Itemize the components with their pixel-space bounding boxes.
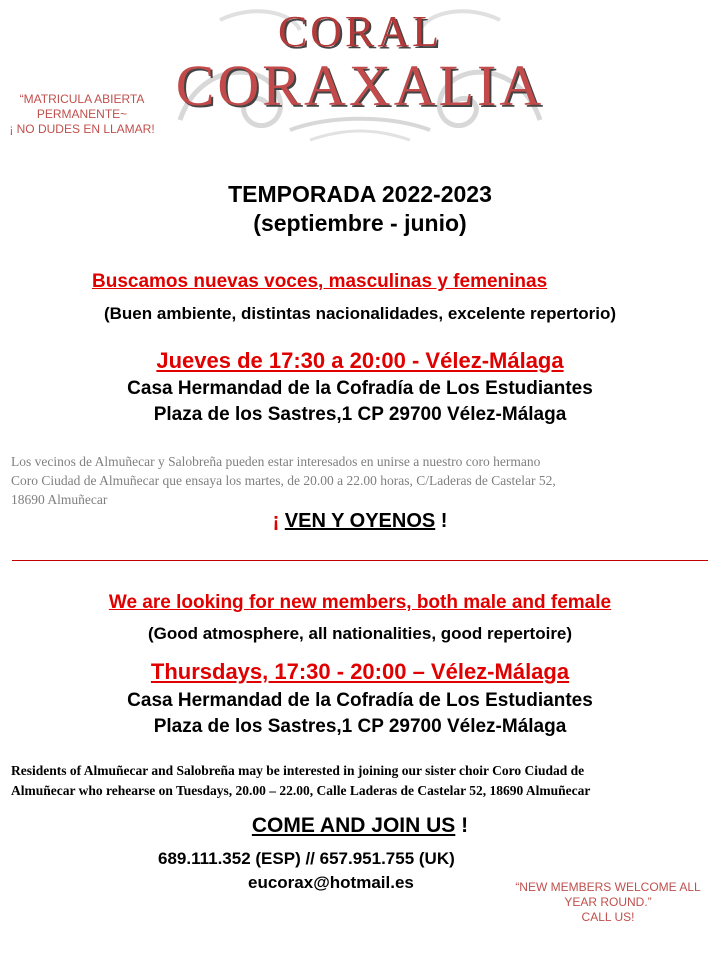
season-title — [0, 180, 720, 238]
cta-text: VEN Y OYENOS — [284, 510, 436, 532]
enrollment-note-line: “MATRICULA ABIERTA — [19, 92, 145, 106]
english-address-line: Casa Hermandad de la Cofradía de Los Estudiantes — [127, 690, 593, 711]
spanish-rehearsal-time: Jueves de 17:30 a 20:00 - Vélez-Málaga — [156, 348, 564, 373]
cta-text: COME AND JOIN US — [251, 814, 456, 837]
exclamation: ! — [455, 814, 469, 837]
section-divider — [12, 560, 708, 561]
paragraph-line: Coro Ciudad de Almuñecar que ensaya los martes, de 20.00 a 22.00 horas, C/Laderas de Castelar 52, — [11, 473, 556, 488]
inverted-exclamation: ¡ — [272, 510, 285, 532]
english-subheading: (Good atmosphere, all nationalities, good repertoire) — [147, 624, 573, 643]
contact-phones: 689.111.352 (ESP) // 657.951.755 (UK) — [158, 849, 455, 868]
english-sister-choir-paragraph — [11, 761, 590, 801]
logo-line-coraxalia: CORAXALIA — [175, 53, 545, 118]
spanish-address-line: Plaza de los Sastres,1 CP 29700 Vélez-Málaga — [153, 404, 567, 425]
exclamation: ! — [435, 510, 448, 532]
spanish-subheading: (Buen ambiente, distintas nacionalidades, excelente repertorio) — [103, 304, 617, 323]
welcome-note-line: CALL US! — [581, 910, 635, 924]
paragraph-line: 18690 Almuñecar — [11, 492, 108, 507]
logo-line-coral: CORAL — [277, 7, 443, 56]
contact-email: eucorax@hotmail.es — [248, 873, 414, 892]
season-line: TEMPORADA 2022-2023 — [228, 181, 492, 207]
paragraph-line: Los vecinos de Almuñecar y Salobreña pueden estar interesados en unirse a nuestro coro hermano — [11, 454, 541, 469]
english-heading: We are looking for new members, both male and female — [108, 592, 612, 613]
welcome-note — [498, 880, 718, 925]
welcome-note-line: YEAR ROUND.” — [564, 895, 652, 909]
english-rehearsal-time: Thursdays, 17:30 - 20:00 – Vélez-Málaga — [150, 659, 570, 684]
spanish-address-line: Casa Hermandad de la Cofradía de Los Estudiantes — [127, 378, 593, 399]
welcome-note-line: “NEW MEMBERS WELCOME ALL — [515, 880, 701, 894]
coraxalia-logo — [160, 0, 560, 150]
spanish-sister-choir-paragraph — [11, 452, 556, 509]
enrollment-note — [2, 92, 162, 137]
paragraph-line: Residents of Almuñecar and Salobreña may be interested in joining our sister choir Coro Ciudad de — [11, 763, 585, 778]
enrollment-note-line: PERMANENTE~ — [36, 107, 128, 121]
enrollment-note-line: ¡ NO DUDES EN LLAMAR! — [9, 122, 155, 136]
english-call-to-action — [0, 814, 720, 838]
spanish-call-to-action — [0, 510, 720, 533]
english-address-line: Plaza de los Sastres,1 CP 29700 Vélez-Málaga — [153, 716, 567, 737]
season-dates: (septiembre - junio) — [253, 210, 467, 236]
paragraph-line: Almuñecar who rehearse on Tuesdays, 20.00 – 22.00, Calle Laderas de Castelar 52, 18690 Almuñecar — [11, 783, 591, 798]
spanish-heading: Buscamos nuevas voces, masculinas y femeninas — [92, 271, 548, 292]
